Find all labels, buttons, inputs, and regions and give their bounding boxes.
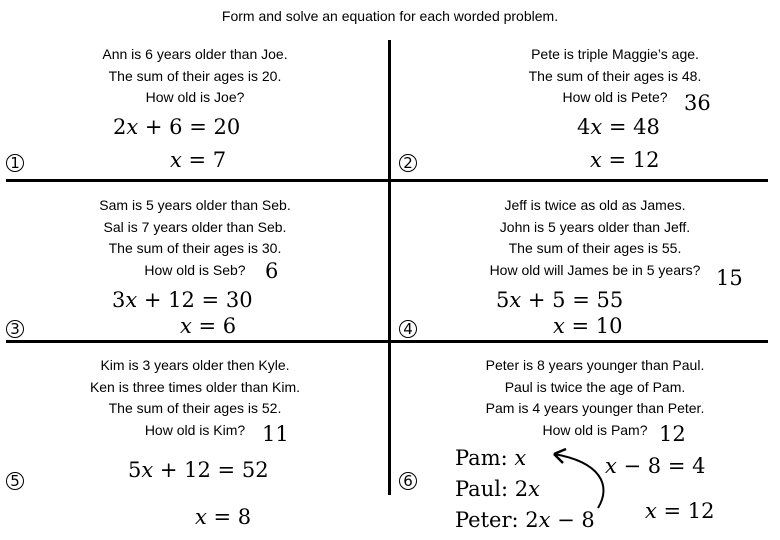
substitution-arrow-icon — [540, 440, 620, 520]
problem-2-equation: 4x = 48 — [577, 115, 660, 139]
problem-1-text: Ann is 6 years older than Joe. The sum of their ages is 20. How old is Joe? — [102, 46, 288, 105]
problem-4-number: 4 — [399, 320, 417, 338]
horizontal-divider-1 — [6, 179, 768, 182]
problem-6-equation: x − 8 = 4 — [605, 454, 706, 478]
problem-1-equation: 2x + 6 = 20 — [113, 115, 241, 139]
horizontal-divider-2 — [6, 340, 768, 343]
problem-4-solution: x = 10 — [553, 314, 623, 338]
problem-5-equation: 5x + 12 = 52 — [128, 458, 269, 482]
problem-6-work-peter: Peter: 2x − 8 — [455, 508, 595, 532]
problem-3-solution: x = 6 — [180, 314, 237, 338]
problem-5-solution: x = 8 — [195, 505, 252, 529]
problem-4-equation: 5x + 5 = 55 — [496, 288, 624, 312]
problem-3-equation: 3x + 12 = 30 — [112, 288, 253, 312]
problem-5-answer: 11 — [262, 422, 289, 446]
problem-2-solution: x = 12 — [590, 148, 660, 172]
problem-3-answer: 6 — [265, 259, 279, 283]
problem-6-text: Peter is 8 years younger than Paul. Paul is twice the age of Pam. Pam is 4 years younger than Peter. How old is Pam? — [485, 357, 705, 438]
problem-6-answer: 12 — [659, 422, 686, 446]
problem-3-text: Sam is 5 years older than Seb. Sal is 7 years older than Seb. The sum of their ages is 30. How old is Seb? — [99, 197, 291, 278]
worksheet-title: Form and solve an equation for each worded problem. — [221, 8, 559, 24]
problem-2-text: Pete is triple Maggie’s age. The sum of their ages is 48. How old is Pete? — [528, 46, 702, 105]
problem-2-answer: 36 — [684, 91, 711, 115]
problem-6-number: 6 — [399, 472, 417, 490]
problem-4-answer: 15 — [716, 266, 743, 290]
problem-1-solution: x = 7 — [170, 148, 227, 172]
problem-3-number: 3 — [6, 320, 24, 338]
problem-6-work-pam: Pam: x — [455, 446, 527, 470]
problem-4-text: Jeff is twice as old as James. John is 5 years older than Jeff. The sum of their ages is 55. How old will James be in 5 years? — [489, 197, 701, 278]
problem-1-number: 1 — [6, 154, 24, 172]
vertical-divider — [388, 40, 391, 495]
problem-2-number: 2 — [399, 154, 417, 172]
problem-5-number: 5 — [6, 472, 24, 490]
problem-6-work-paul: Paul: 2x — [455, 477, 540, 501]
problem-5-text: Kim is 3 years older then Kyle. Ken is three times older than Kim. The sum of their ages is 52. How old is Kim? — [89, 357, 301, 438]
problem-6-solution: x = 12 — [645, 499, 715, 523]
